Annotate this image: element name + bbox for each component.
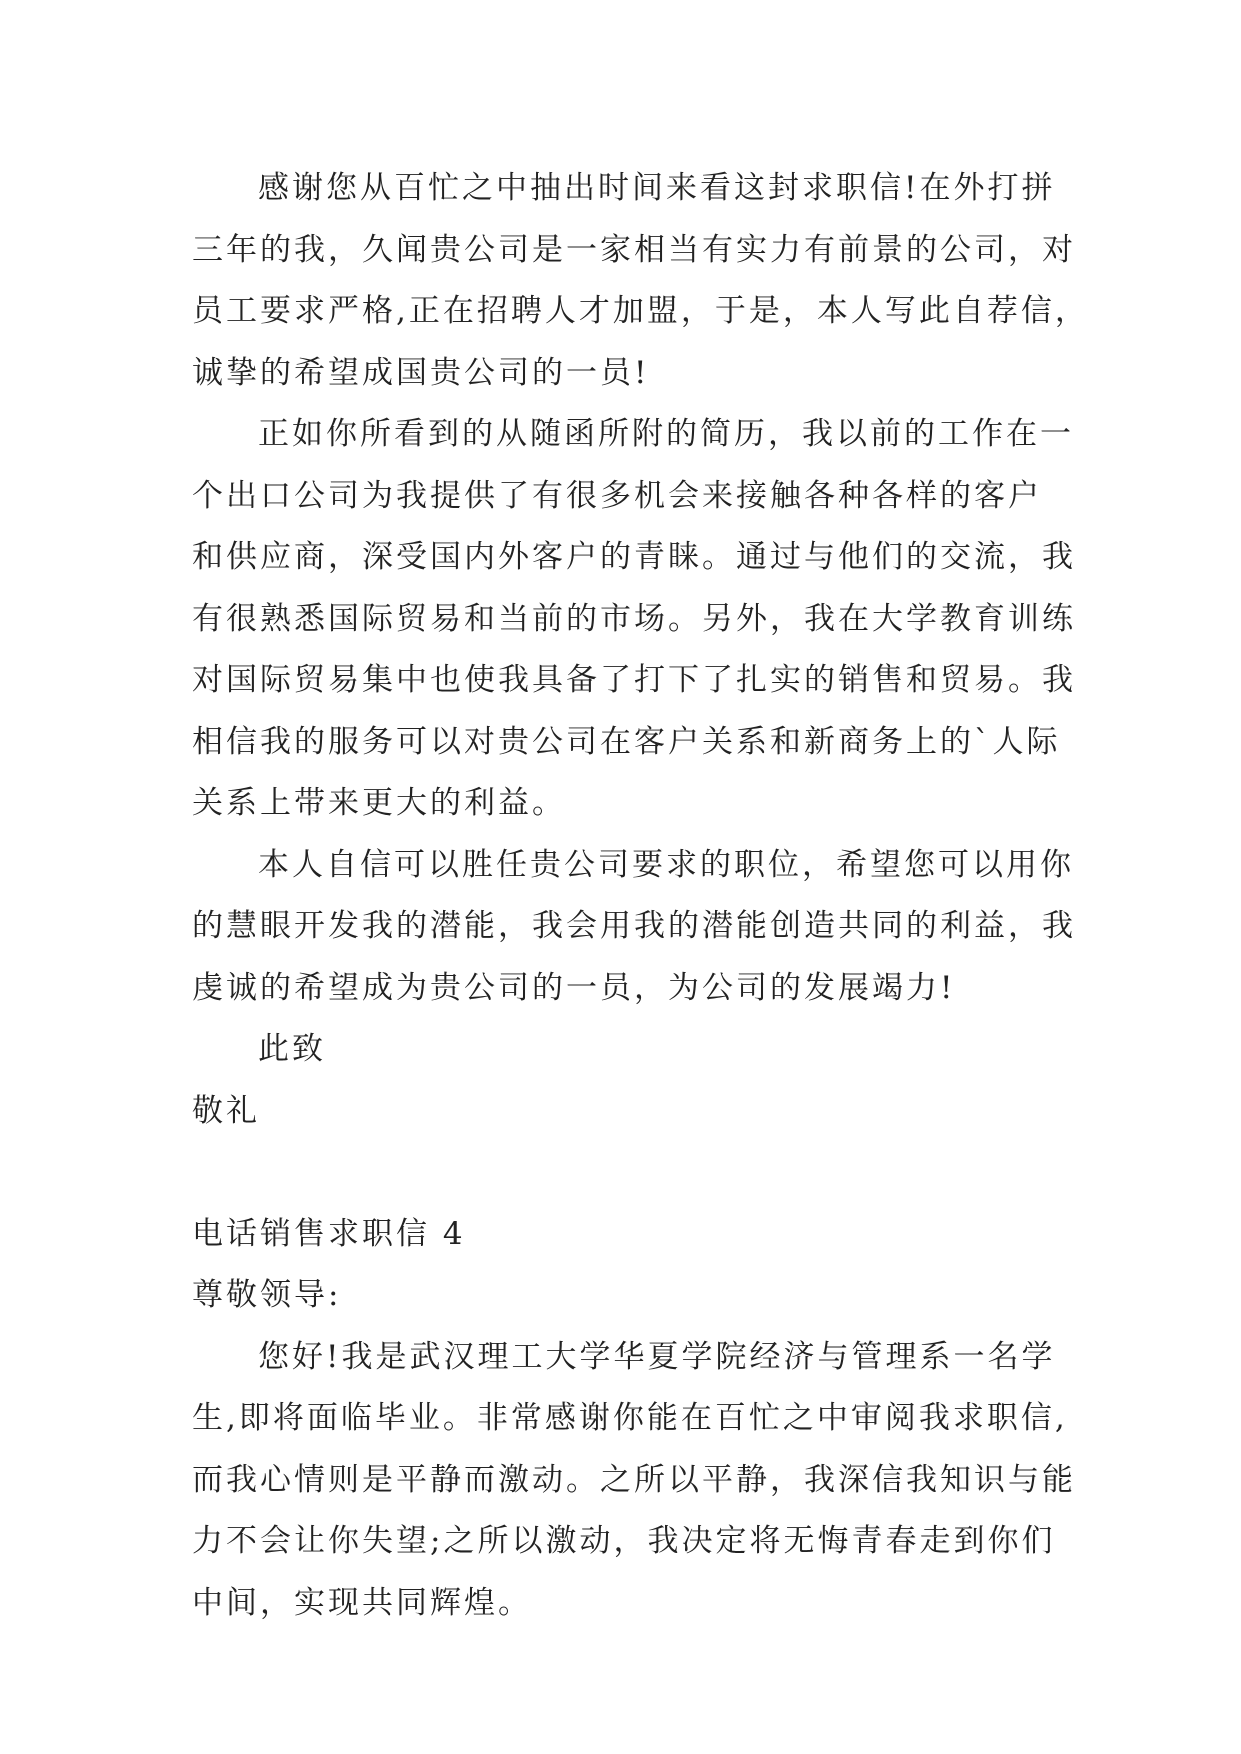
- text-line: 本人自信可以胜任贵公司要求的职位，希望您可以用你: [258, 846, 1074, 883]
- paragraph-thanks: [192, 158, 1089, 404]
- text-line: 您好!我是武汉理工大学华夏学院经济与管理系一名学: [258, 1338, 1056, 1375]
- closing-line: 此致: [258, 1031, 326, 1067]
- text-line: 力不会让你失望;之所以激动，我决定将无悔青春走到你们: [192, 1523, 1056, 1559]
- text-line: 个出口公司为我提供了有很多机会来接触各种各样的客户: [192, 477, 1042, 514]
- text-line: 有很熟悉国际贸易和当前的市场。另外，我在大学教育训练: [192, 600, 1076, 637]
- text-line: 的慧眼开发我的潜能，我会用我的潜能创造共同的利益，我: [192, 908, 1076, 944]
- text-line: 对国际贸易集中也使我具备了打下了扎实的销售和贸易。我: [192, 662, 1076, 698]
- paragraph-experience: [192, 404, 1076, 835]
- text-line: 而我心情则是平静而激动。之所以平静，我深信我知识与能: [192, 1461, 1076, 1498]
- text-line: 相信我的服务可以对贵公司在客户关系和新商务上的`人际: [192, 723, 1061, 760]
- text-line: 中间，实现共同辉煌。: [192, 1584, 532, 1621]
- text-line: 和供应商，深受国内外客户的青睐。通过与他们的交流，我: [192, 539, 1076, 575]
- text-line: 诚挚的希望成国贵公司的一员!: [192, 354, 650, 391]
- paragraph-introduction: [192, 1327, 1076, 1635]
- salutation: 尊敬领导:: [192, 1277, 342, 1313]
- text-line: 员工要求严格,正在招聘人才加盟，于是，本人写此自荐信，: [192, 293, 1089, 329]
- section-spacer: [192, 1142, 1062, 1204]
- text-line: 生,即将面临毕业。非常感谢你能在百忙之中审阅我求职信,: [192, 1400, 1068, 1436]
- section-title: 电话销售求职信 4: [192, 1215, 466, 1252]
- text-line: 正如你所看到的从随函所附的简历，我以前的工作在一: [258, 416, 1074, 452]
- paragraph-confidence: [192, 835, 1076, 1020]
- text-line: 感谢您从百忙之中抽出时间来看这封求职信!在外打拼: [258, 170, 1056, 206]
- text-line: 虔诚的希望成为贵公司的一员，为公司的发展竭力!: [192, 969, 956, 1006]
- text-line: 三年的我，久闻贵公司是一家相当有实力有前景的公司，对: [192, 231, 1076, 268]
- closing-regards: 敬礼: [192, 1092, 260, 1129]
- text-line: 关系上带来更大的利益。: [192, 785, 566, 821]
- document-body: [192, 158, 1089, 1634]
